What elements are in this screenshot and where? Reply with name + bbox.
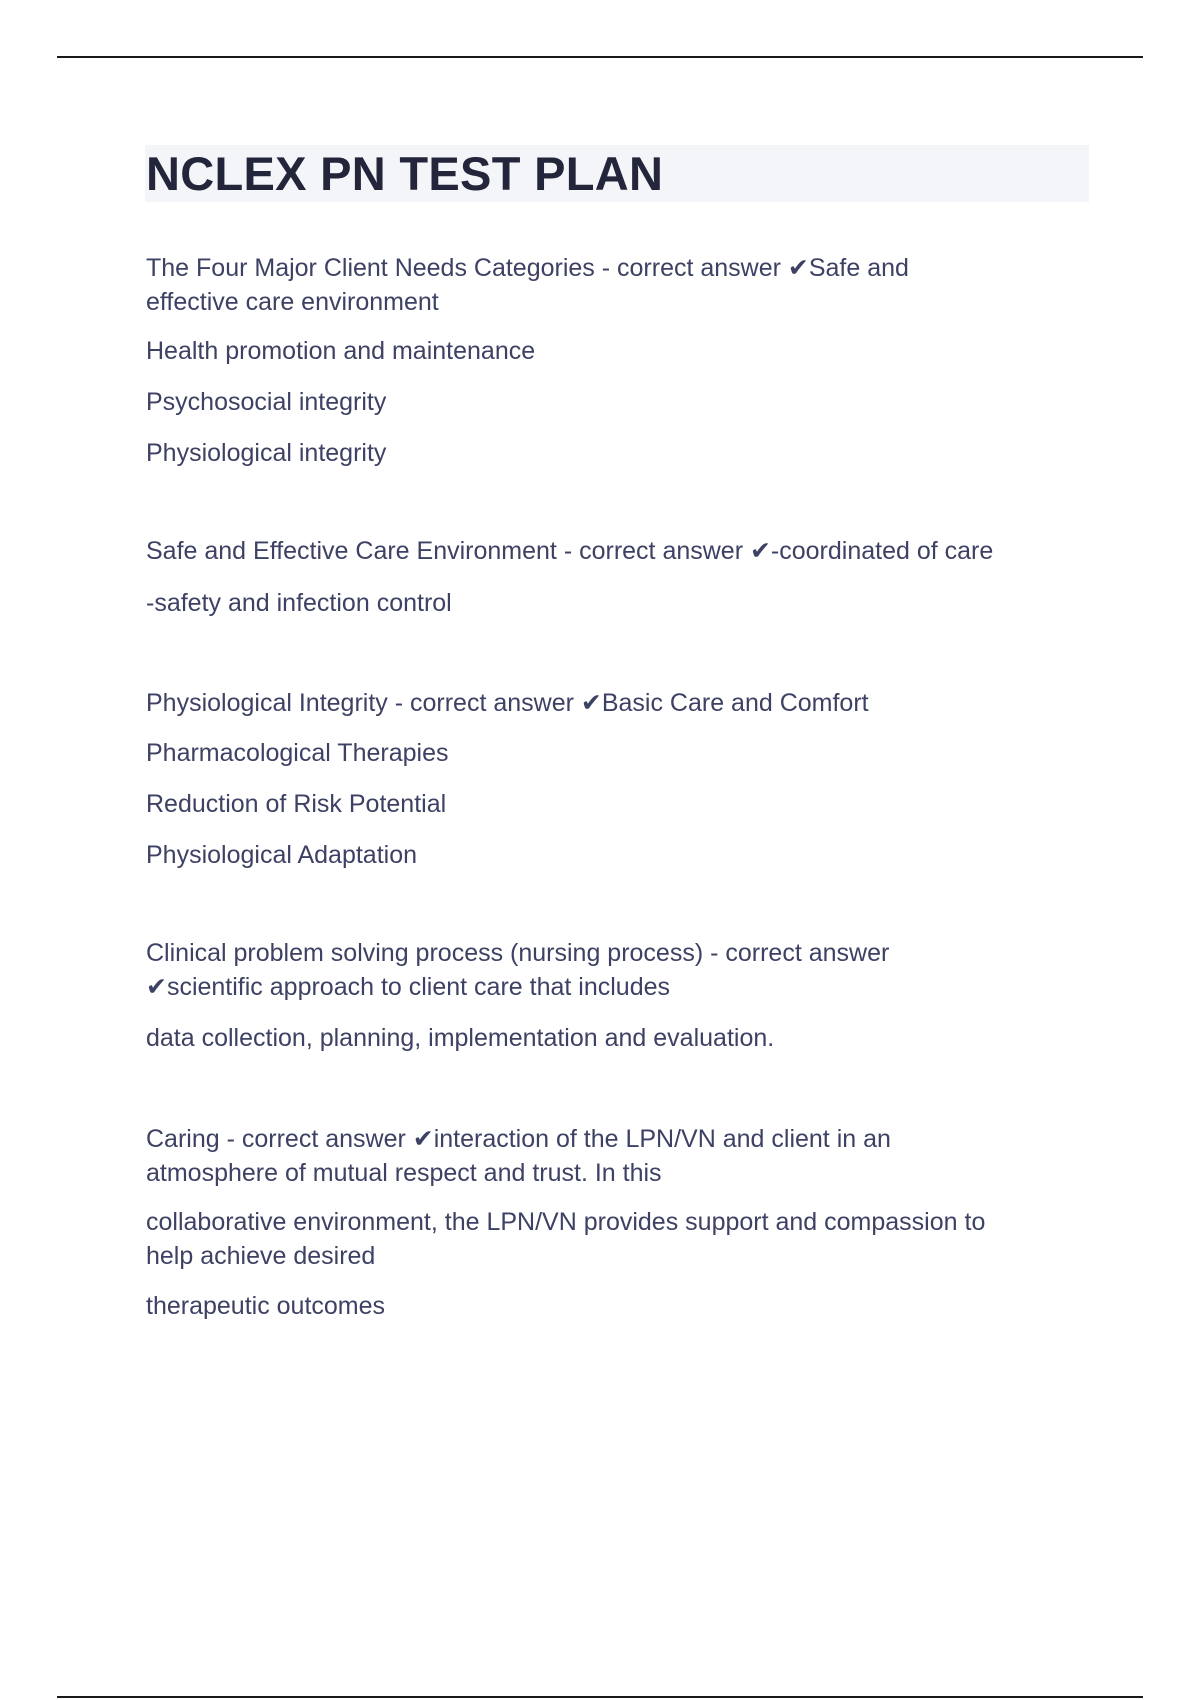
line-clinical-problem: Clinical problem solving process (nursing process) - correct answer xyxy=(146,939,890,967)
line-psychosocial: Psychosocial integrity xyxy=(146,388,387,416)
line-safety-infection: -safety and infection control xyxy=(146,589,452,617)
line-four-categories-cont: effective care environment xyxy=(146,288,439,316)
line-caring-cont: atmosphere of mutual respect and trust. In this xyxy=(146,1159,662,1187)
bottom-rule xyxy=(57,1696,1143,1698)
line-collaborative: collaborative environment, the LPN/VN provides support and compassion to xyxy=(146,1208,986,1236)
line-therapeutic-outcomes: therapeutic outcomes xyxy=(146,1292,386,1320)
line-physiological: Physiological integrity xyxy=(146,439,387,467)
page-title: NCLEX PN TEST PLAN xyxy=(146,147,664,200)
line-physiological-integrity: Physiological Integrity - correct answer ✔Basic Care and Comfort xyxy=(146,689,869,717)
line-health-promotion: Health promotion and maintenance xyxy=(146,337,536,365)
line-four-categories: The Four Major Client Needs Categories - correct answer ✔Safe and xyxy=(146,254,909,282)
top-rule xyxy=(57,56,1143,58)
line-safe-effective: Safe and Effective Care Environment - correct answer ✔-coordinated of care xyxy=(146,537,994,565)
line-caring: Caring - correct answer ✔interaction of the LPN/VN and client in an xyxy=(146,1125,891,1153)
line-risk-reduction: Reduction of Risk Potential xyxy=(146,790,447,818)
line-adaptation: Physiological Adaptation xyxy=(146,841,418,869)
line-clinical-problem-cont: ✔scientific approach to client care that includes xyxy=(146,973,670,1001)
line-pharmacological: Pharmacological Therapies xyxy=(146,739,449,767)
line-collaborative-cont: help achieve desired xyxy=(146,1242,376,1270)
line-data-collection: data collection, planning, implementation and evaluation. xyxy=(146,1024,775,1052)
